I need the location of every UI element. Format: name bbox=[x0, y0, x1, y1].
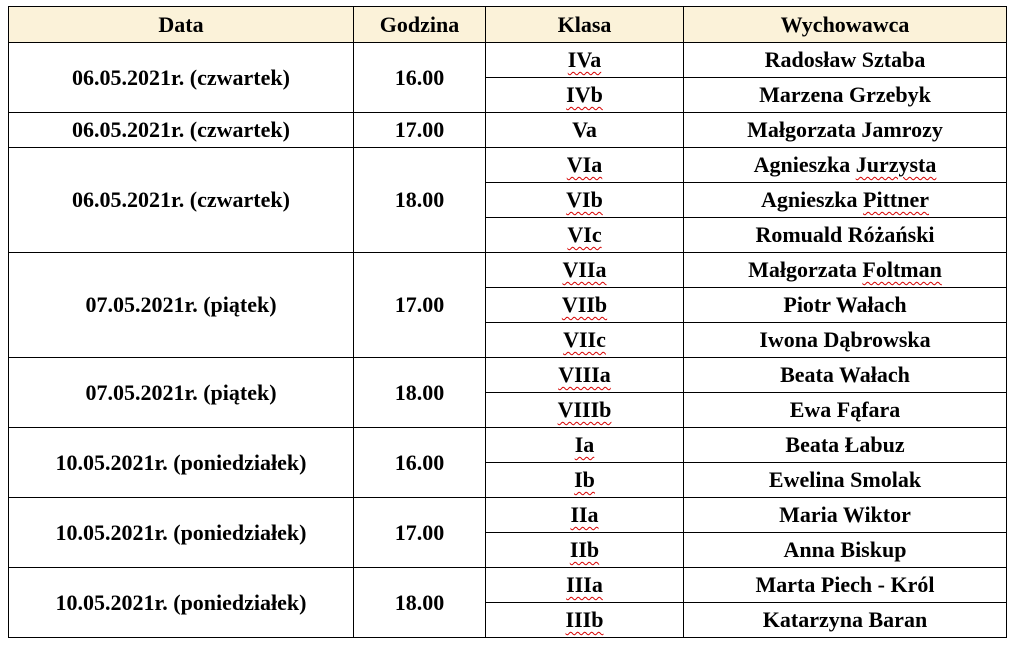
teacher-cell bbox=[684, 428, 1007, 463]
teacher-name: Ewa Fąfara bbox=[789, 397, 901, 422]
meeting-schedule-table bbox=[8, 6, 1007, 638]
hour-cell: 17.00 bbox=[354, 113, 486, 148]
class-cell bbox=[486, 113, 684, 148]
class-label: Ia bbox=[574, 432, 595, 457]
table-row bbox=[9, 498, 1007, 533]
class-label: IIIa bbox=[566, 572, 603, 597]
teacher-cell bbox=[684, 393, 1007, 428]
teacher-name: Maria Wiktor bbox=[779, 502, 911, 527]
class-cell bbox=[486, 253, 684, 288]
date-cell: 10.05.2021r. (poniedziałek) bbox=[9, 428, 354, 498]
table-row bbox=[9, 253, 1007, 288]
class-cell bbox=[486, 393, 684, 428]
class-label: IIa bbox=[570, 502, 599, 527]
teacher-cell bbox=[684, 288, 1007, 323]
class-label: VIc bbox=[567, 222, 602, 247]
teacher-cell bbox=[684, 498, 1007, 533]
teacher-surname: Foltman bbox=[862, 257, 942, 282]
teacher-cell bbox=[684, 218, 1007, 253]
table-row bbox=[9, 568, 1007, 603]
teacher-cell: Agnieszka Pittner bbox=[684, 183, 1007, 218]
teacher-name: Marta Piech - Król bbox=[755, 572, 935, 597]
teacher-name: Katarzyna Baran bbox=[762, 607, 928, 632]
teacher-cell bbox=[684, 568, 1007, 603]
class-label: Ib bbox=[574, 467, 595, 492]
class-label: IIIb bbox=[565, 607, 604, 632]
class-cell bbox=[486, 43, 684, 78]
teacher-name: Anna Biskup bbox=[783, 537, 907, 562]
teacher-name: Radosław Sztaba bbox=[764, 47, 926, 72]
column-header-teacher: Wychowawca bbox=[684, 7, 1007, 43]
table-row bbox=[9, 148, 1007, 183]
teacher-name: Iwona Dąbrowska bbox=[759, 327, 931, 352]
teacher-surname: Pittner bbox=[863, 187, 930, 212]
table-row bbox=[9, 428, 1007, 463]
class-cell bbox=[486, 603, 684, 638]
column-header-date: Data bbox=[9, 7, 354, 43]
class-cell bbox=[486, 498, 684, 533]
class-label: VIIIa bbox=[558, 362, 611, 387]
teacher-surname: Jurzysta bbox=[855, 152, 937, 177]
teacher-cell: Małgorzata Foltman bbox=[684, 253, 1007, 288]
hour-cell: 17.00 bbox=[354, 253, 486, 358]
teacher-cell bbox=[684, 43, 1007, 78]
teacher-cell: Agnieszka Jurzysta bbox=[684, 148, 1007, 183]
hour-cell: 16.00 bbox=[354, 43, 486, 113]
column-header-class: Klasa bbox=[486, 7, 684, 43]
class-label: VIb bbox=[566, 187, 603, 212]
teacher-name: Beata Wałach bbox=[780, 362, 910, 387]
teacher-cell bbox=[684, 463, 1007, 498]
teacher-cell bbox=[684, 323, 1007, 358]
class-cell bbox=[486, 463, 684, 498]
date-cell: 06.05.2021r. (czwartek) bbox=[9, 148, 354, 253]
class-label: VIIc bbox=[563, 327, 606, 352]
date-cell: 10.05.2021r. (poniedziałek) bbox=[9, 498, 354, 568]
column-header-hour: Godzina bbox=[354, 7, 486, 43]
date-cell: 10.05.2021r. (poniedziałek) bbox=[9, 568, 354, 638]
teacher-name: Romuald Różański bbox=[755, 222, 935, 247]
date-cell: 07.05.2021r. (piątek) bbox=[9, 253, 354, 358]
table-header bbox=[9, 7, 1007, 43]
hour-cell: 18.00 bbox=[354, 568, 486, 638]
class-label: VIa bbox=[566, 152, 603, 177]
class-label: VIIa bbox=[562, 257, 607, 282]
header-row bbox=[9, 7, 1007, 43]
teacher-name: Małgorzata Jamrozy bbox=[747, 117, 943, 142]
class-label: VIIb bbox=[561, 292, 608, 317]
class-cell bbox=[486, 78, 684, 113]
class-label: VIIIb bbox=[557, 397, 612, 422]
class-label: IVb bbox=[566, 82, 603, 107]
class-cell bbox=[486, 288, 684, 323]
table-row bbox=[9, 113, 1007, 148]
teacher-cell bbox=[684, 358, 1007, 393]
class-cell bbox=[486, 568, 684, 603]
hour-cell: 18.00 bbox=[354, 358, 486, 428]
hour-cell: 18.00 bbox=[354, 148, 486, 253]
date-cell: 06.05.2021r. (czwartek) bbox=[9, 113, 354, 148]
class-cell bbox=[486, 148, 684, 183]
teacher-name: Beata Łabuz bbox=[785, 432, 905, 457]
table-row bbox=[9, 43, 1007, 78]
teacher-cell bbox=[684, 603, 1007, 638]
teacher-name: Piotr Wałach bbox=[783, 292, 907, 317]
teacher-name: Ewelina Smolak bbox=[768, 467, 922, 492]
class-label: IIb bbox=[569, 537, 600, 562]
teacher-cell bbox=[684, 533, 1007, 568]
class-cell bbox=[486, 428, 684, 463]
hour-cell: 17.00 bbox=[354, 498, 486, 568]
class-cell bbox=[486, 323, 684, 358]
date-cell: 06.05.2021r. (czwartek) bbox=[9, 43, 354, 113]
teacher-cell bbox=[684, 113, 1007, 148]
date-cell: 07.05.2021r. (piątek) bbox=[9, 358, 354, 428]
hour-cell: 16.00 bbox=[354, 428, 486, 498]
class-cell bbox=[486, 533, 684, 568]
table-row bbox=[9, 358, 1007, 393]
class-cell bbox=[486, 358, 684, 393]
class-cell bbox=[486, 218, 684, 253]
teacher-name: Marzena Grzebyk bbox=[759, 82, 931, 107]
class-label: Va bbox=[572, 117, 597, 142]
teacher-cell bbox=[684, 78, 1007, 113]
table-body bbox=[9, 43, 1007, 638]
class-label: IVa bbox=[567, 47, 602, 72]
class-cell bbox=[486, 183, 684, 218]
